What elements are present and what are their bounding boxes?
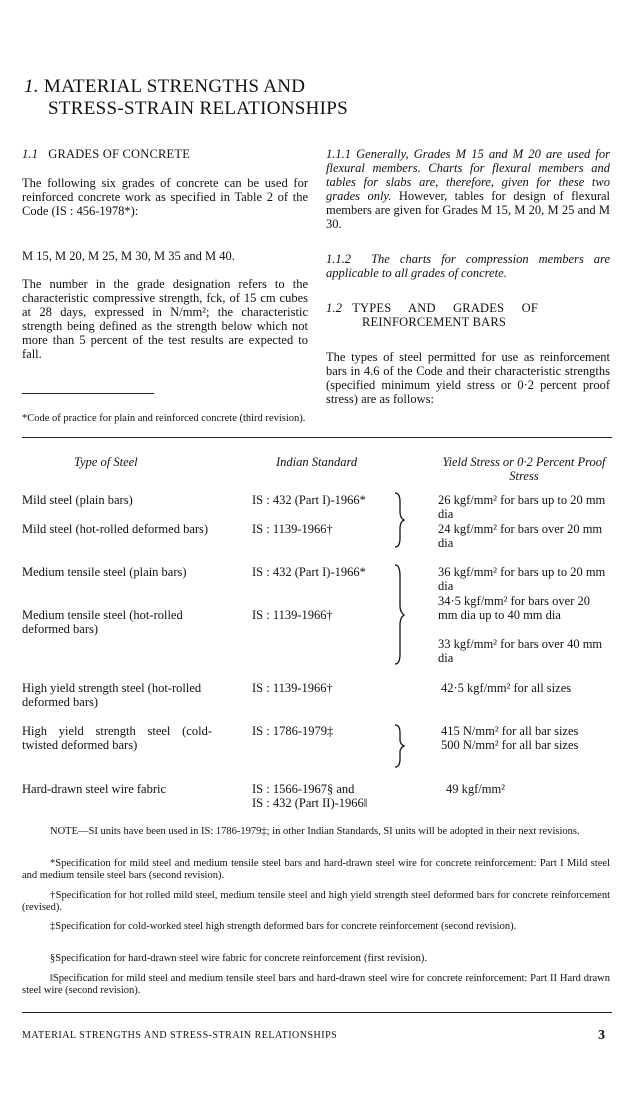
table-row-stress: 500 N/mm² for all bar sizes xyxy=(441,738,579,752)
brace-icon xyxy=(392,722,406,770)
footnote-double-dagger: ‡Specification for cold-worked steel high strength deformed bars for concrete reinforcement (second revision). xyxy=(50,921,517,932)
section-1-1-2 xyxy=(326,252,610,280)
table-row-stress: 33 kgf/mm² for bars over 40 mm dia xyxy=(438,637,603,665)
section-number: 1.1 xyxy=(22,147,39,161)
section-1-1-1-text: However, tables for design of flexural members are given for Grades M 15, M 20, M 25 and M 30. xyxy=(326,189,610,231)
table-header-type: Type of Steel xyxy=(74,455,138,469)
chapter-number: 1. xyxy=(24,76,39,97)
footnote-divider xyxy=(22,393,154,394)
section-1-2-heading xyxy=(326,301,610,329)
section-number: 1.1.2 xyxy=(326,252,351,266)
brace-icon xyxy=(392,562,406,667)
table-note: NOTE—SI units have been used in IS: 1786-1979‡; in other Indian Standards, SI units will be adopted in their next revisions. xyxy=(50,826,580,837)
running-footer: MATERIAL STRENGTHS AND STRESS-STRAIN RELATIONSHIPS xyxy=(22,1030,338,1041)
table-row-stress: 415 N/mm² for all bar sizes xyxy=(441,724,579,738)
chapter-title-line1: MATERIAL STRENGTHS AND xyxy=(43,76,306,97)
table-row-standard: IS : 432 (Part I)-1966* xyxy=(252,493,366,507)
footnote-section: §Specification for hard-drawn steel wire fabric for concrete reinforcement (first revision). xyxy=(50,953,427,964)
section-title: GRADES OF CONCRETE xyxy=(48,147,191,161)
footnote-star: *Specification for mild steel and medium tensile steel bars and hard-drawn steel wire for concrete reinforcement: Part I Mild steel and medium tensile steel bars (second revision). xyxy=(22,858,610,881)
table-row-standard: IS : 432 (Part I)-1966* xyxy=(252,565,366,579)
section-number: 1.2 xyxy=(326,301,343,315)
section-title-line1: TYPES AND GRADES OF xyxy=(352,301,538,315)
table-row-stress: 42·5 kgf/mm² for all sizes xyxy=(441,681,572,695)
table-row-stress: 36 kgf/mm² for bars up to 20 mm dia xyxy=(438,565,606,593)
table-row-standard: IS : 1139-1966† xyxy=(252,681,333,695)
table-row-standard: IS : 1566-1967§ and xyxy=(252,782,355,796)
footnote-parallel: ‖Specification for mild steel and medium tensile steel bars and hard-drawn steel wire for concrete reinforcement: Part II Hard drawn steel wire (second revision). xyxy=(22,973,610,996)
table-row-type: Mild steel (plain bars) xyxy=(22,493,133,507)
section-1-1-1 xyxy=(326,147,610,231)
table-row-stress: 24 kgf/mm² for bars over 20 mm dia xyxy=(438,522,603,550)
table-row-type: Hard-drawn steel wire fabric xyxy=(22,782,167,796)
table-header-stress: Yield Stress or 0·2 Percent Proof Stress xyxy=(442,455,606,483)
table-row-stress: 26 kgf/mm² for bars up to 20 mm dia xyxy=(438,493,606,521)
table-header-standard: Indian Standard xyxy=(276,455,358,469)
section-1-1-heading xyxy=(22,147,308,161)
table-row-type: High yield strength steel (cold-twisted deformed bars) xyxy=(22,724,212,752)
table-row-type: Medium tensile steel (hot-rolled deformed bars) xyxy=(22,608,183,636)
table-row-stress: 34·5 kgf/mm² for bars over 20 mm dia up to 40 mm dia xyxy=(438,594,590,622)
section-1-1-2-text: The charts for compression members are applicable to all grades of concrete. xyxy=(326,252,610,280)
footnote: *Code of practice for plain and reinforced concrete (third revision). xyxy=(22,412,306,424)
table-row-standard: IS : 1786-1979‡ xyxy=(252,724,334,738)
footnote-dagger: †Specification for hot rolled mild steel, medium tensile steel and high yield strength steel deformed bars for concrete reinforcement (revised). xyxy=(22,890,610,913)
footer-rule xyxy=(22,1012,612,1013)
grades-paragraph: The following six grades of concrete can be used for reinforced concrete work as specified in Table 2 of the Code (IS : 456-1978*): xyxy=(22,176,308,218)
table-row-standard: IS : 1139-1966† xyxy=(252,608,333,622)
chapter-title-line2: STRESS-STRAIN RELATIONSHIPS xyxy=(48,98,349,119)
table-row-type: High yield strength steel (hot-rolled deformed bars) xyxy=(22,681,202,709)
grades-list: M 15, M 20, M 25, M 30, M 35 and M 40. xyxy=(22,249,235,263)
grade-designation-paragraph: The number in the grade designation refers to the characteristic compressive strength, fck, of 15 cm cubes at 28 days, expressed in N/mm²; the characteristic strength being defined as the strength below which not more than 5 percent of the test results are expected to fall. xyxy=(22,277,308,361)
table-top-rule xyxy=(22,437,612,438)
table-row-standard: IS : 1139-1966† xyxy=(252,522,333,536)
table-row-standard-2: IS : 432 (Part II)-1966‖ xyxy=(252,796,368,810)
section-title-line2: REINFORCEMENT BARS xyxy=(362,315,507,329)
table-row-type: Medium tensile steel (plain bars) xyxy=(22,565,187,579)
table-row-type: Mild steel (hot-rolled deformed bars) xyxy=(22,522,209,536)
chapter-title xyxy=(24,76,464,120)
section-1-1-1-italic-text: Generally, Grades M 15 and M 20 are used for flexural members. Charts for flexural members and tables for slabs are, therefore, given for these two grades only. xyxy=(326,147,611,203)
section-number: 1.1.1 xyxy=(326,147,351,161)
brace-icon xyxy=(392,490,406,550)
page-number: 3 xyxy=(598,1028,605,1043)
steel-types-paragraph: The types of steel permitted for use as reinforcement bars in 4.6 of the Code and their characteristic strengths (specified minimum yield stress or 0·2 percent proof stress) are as follows: xyxy=(326,350,610,406)
table-row-stress: 49 kgf/mm² xyxy=(446,782,505,796)
